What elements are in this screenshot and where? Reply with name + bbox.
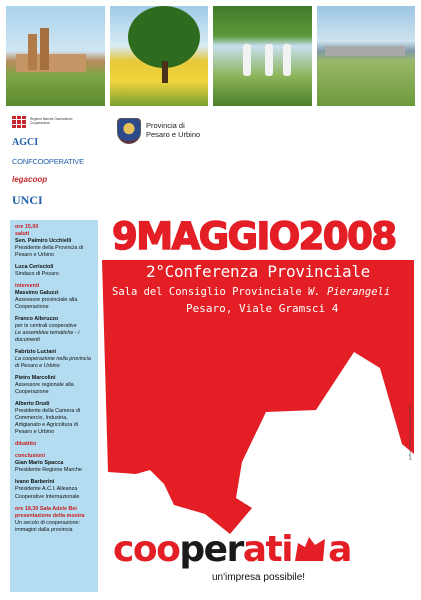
conference-title: 2°Conferenza Provinciale — [146, 262, 370, 281]
partner-logos — [12, 116, 92, 217]
exhibition-note: ore 18,30 Sala Adele Bei presentazione della mostra Un secolo di cooperazione: immagini dalla provincia — [15, 505, 85, 533]
regione-logo — [12, 116, 92, 128]
program-time: ore 15,00 — [15, 224, 39, 230]
speaker: Fabrizio Luciani La cooperazione nella provincia di Pesaro e Urbino — [15, 349, 91, 370]
photo-sunflowers — [110, 6, 209, 106]
regione-caption: Regione Marche Osservatorio Cooperazione — [30, 117, 73, 125]
speaker: Luca Ceriscioli Sindaco di Pesaro — [15, 264, 59, 278]
program-sidebar — [10, 220, 98, 592]
speaker: Sen. Palmiro Ucchielli Presidente della Provincia di Pesaro e Urbino — [15, 238, 84, 259]
venue-address: Pesaro, Viale Gramsci 4 — [186, 302, 339, 315]
venue-line: Sala del Consiglio Provinciale W. Pierangeli — [112, 286, 391, 298]
photo-urbino — [6, 6, 105, 106]
saluti-label: saluti — [15, 231, 30, 238]
speaker: Alberto Drudi Presidente della Camera di Commercio, Industria, Artigianato e Agricoltura di Pesaro e Urbino — [15, 401, 81, 436]
photo-children — [213, 6, 312, 106]
province-header — [117, 118, 226, 144]
legacoop-logo: legacoop — [12, 175, 48, 184]
speaker: Ivano Barberini Presidente A.C.I. Alleanza Cooperative Internazionale — [15, 479, 80, 500]
province-name: Provincia di Pesaro e Urbino — [146, 121, 201, 139]
confcooperative-logo: CONFCOOPERATIVE — [12, 157, 84, 166]
tagline: un'impresa possibile! — [212, 572, 306, 583]
interventi-label: interventi — [15, 283, 40, 290]
design-credit: grafica: Pf/Unioncooperative/pesaro/2008 — [408, 405, 412, 461]
speaker: Massimo Galuzzi Assessore provinciale alla Cooperazione — [15, 290, 78, 311]
speaker: Pietro Marcolini Assessore regionale alla Cooperazione — [15, 375, 74, 396]
photo-landscape — [317, 6, 416, 106]
province-crest-icon — [117, 118, 141, 144]
cooperative-mark-icon — [293, 533, 327, 563]
agci-logo: AGCI — [12, 137, 39, 148]
speaker: Franco Alleruzzo per le centrali cooperative Le assemblee tematiche - i documenti — [15, 316, 80, 344]
dibattito-label: dibattito — [15, 441, 37, 448]
speaker: Gian Mario Spacca Presidente Regione Marche — [15, 460, 82, 474]
event-date: 9MAGGIO2008 — [112, 215, 396, 258]
photo-strip — [6, 6, 415, 106]
conclusioni-label: conclusioni — [15, 453, 45, 460]
cooperativa-wordmark: cooperati a — [113, 529, 351, 570]
unci-logo: UNCI — [12, 193, 43, 207]
